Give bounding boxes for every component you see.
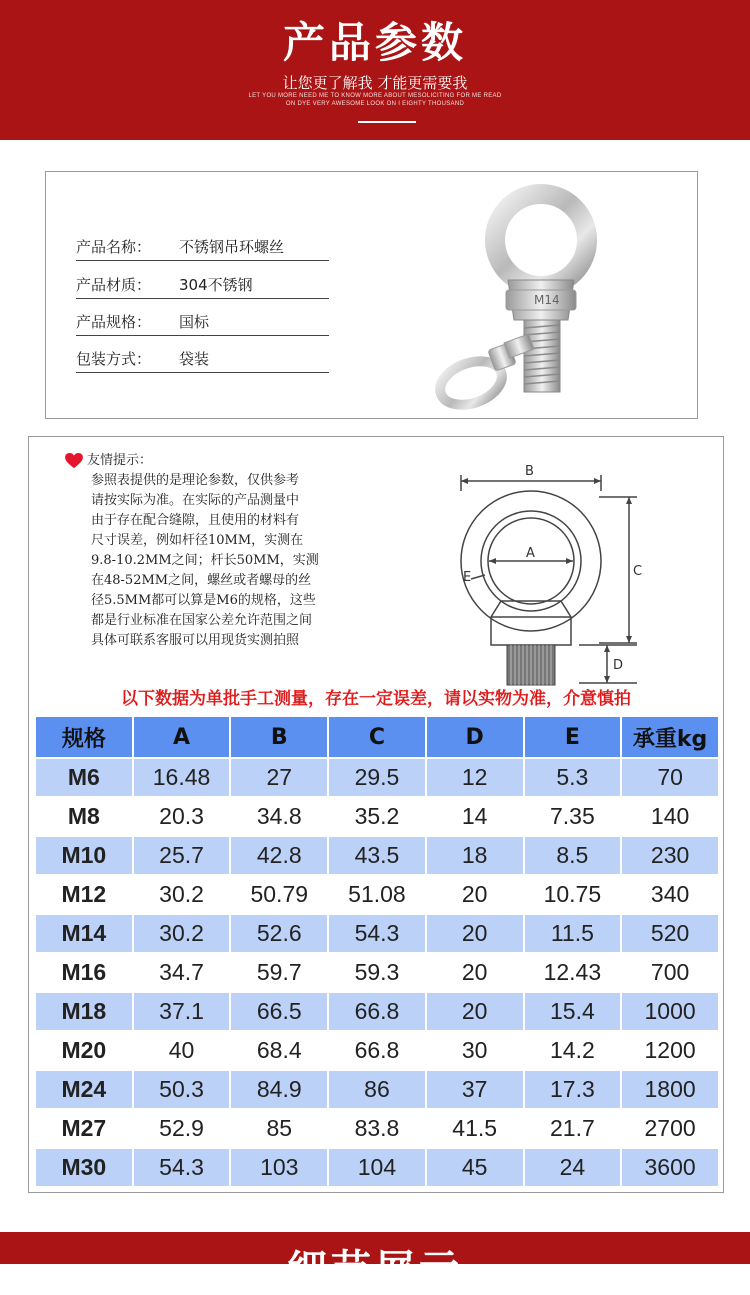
table-cell: 70 [622,759,718,798]
table-cell: 18 [427,837,523,876]
table-cell-size: M30 [36,1149,132,1188]
diagram-label-a: A [526,546,535,561]
table-row [36,759,718,798]
col-header-size: 规格 [36,717,132,759]
table-cell: 30.2 [134,876,230,915]
table-row [36,837,718,876]
table-row [36,915,718,954]
table-row [36,798,718,837]
table-cell: 14 [427,798,523,837]
diagram-label-b: B [525,464,534,479]
table-cell: 17.3 [525,1071,621,1110]
info-row-packaging: 包装方式： 袋装 [76,346,329,373]
table-cell: 66.5 [231,993,327,1032]
table-cell: 34.8 [231,798,327,837]
table-cell: 1000 [622,993,718,1032]
table-cell: 10.75 [525,876,621,915]
table-row [36,1149,718,1188]
table-cell: 30.2 [134,915,230,954]
table-cell-size: M12 [36,876,132,915]
col-header-b: B [231,717,327,759]
table-row [36,1110,718,1149]
table-cell: 59.3 [329,954,425,993]
table-row [36,1071,718,1110]
table-cell-size: M16 [36,954,132,993]
friendly-tips [61,451,361,651]
table-cell: 29.5 [329,759,425,798]
table-cell: 66.8 [329,993,425,1032]
tips-title: 友情提示： [87,453,153,468]
col-header-a: A [134,717,230,759]
col-header-d: D [427,717,523,759]
table-cell-size: M18 [36,993,132,1032]
table-cell: 1200 [622,1032,718,1071]
table-cell: 41.5 [427,1110,523,1149]
table-cell: 103 [231,1149,327,1188]
table-cell: 35.2 [329,798,425,837]
table-cell: 51.08 [329,876,425,915]
diagram-label-c: C [633,564,643,579]
table-cell: 14.2 [525,1032,621,1071]
table-cell: 85 [231,1110,327,1149]
table-cell: 83.8 [329,1110,425,1149]
info-row-material: 产品材质： 304不锈钢 [76,272,329,299]
section-title: 产品参数 [282,18,467,67]
table-row [36,993,718,1032]
diagram-label-d: D [613,658,624,673]
section-english-caption: LET YOU MORE NEED ME TO KNOW MORE ABOUT MESOLICITING FOR ME READ ON DYE VERY AWESOME LOOK ON I EIGHTY THOUSAND [248,93,502,107]
table-cell-size: M27 [36,1110,132,1149]
product-info-box [45,171,698,419]
table-cell: 50.79 [231,876,327,915]
info-row-name: 产品名称： 不锈钢吊环螺丝 [76,234,329,261]
heart-icon [65,453,83,469]
dimension-diagram [449,451,649,687]
table-cell: 3600 [622,1149,718,1188]
table-cell: 140 [622,798,718,837]
table-cell: 84.9 [231,1071,327,1110]
table-cell: 104 [329,1149,425,1188]
table-cell-size: M24 [36,1071,132,1110]
table-cell: 30 [427,1032,523,1071]
table-cell: 12.43 [525,954,621,993]
tips-body: 参照表提供的是理论参数，仅供参考 请按实际为准。在实际的产品测量中 由于存在配合缝隙，且使用的材料有 尺寸误差，例如杆径10MM，实测在 9.8-10.2MM之间；杆长50MM，实测 在48-52MM之间，螺丝或者螺母的丝 径5.5MM都可以算是M6的规格，这些 都是行业标准在国家公差允许范围之间 具体可联系客服可以用现货实测拍照 [91,473,319,648]
table-row [36,876,718,915]
table-cell: 21.7 [525,1110,621,1149]
table-cell: 86 [329,1071,425,1110]
bolt-marking: M14 [534,293,560,307]
table-cell: 8.5 [525,837,621,876]
table-header-row [36,717,718,759]
table-cell: 520 [622,915,718,954]
table-cell: 12 [427,759,523,798]
col-header-e: E [525,717,621,759]
table-cell: 340 [622,876,718,915]
table-cell: 37 [427,1071,523,1110]
col-header-c: C [329,717,425,759]
table-cell: 5.3 [525,759,621,798]
table-cell: 59.7 [231,954,327,993]
table-cell: 54.3 [134,1149,230,1188]
table-cell: 66.8 [329,1032,425,1071]
table-cell: 230 [622,837,718,876]
eye-bolt-photo [436,178,636,414]
info-row-spec: 产品规格： 国标 [76,309,329,336]
table-cell: 24 [525,1149,621,1188]
table-cell: 34.7 [134,954,230,993]
table-cell-size: M6 [36,759,132,798]
table-cell-size: M8 [36,798,132,837]
table-cell-size: M14 [36,915,132,954]
table-cell: 11.5 [525,915,621,954]
header-divider [358,121,416,123]
table-cell: 52.6 [231,915,327,954]
next-section-title: 细节展示 [287,1247,463,1293]
next-section-header [0,1232,750,1293]
spec-table [34,717,720,1188]
table-cell: 50.3 [134,1071,230,1110]
table-cell: 2700 [622,1110,718,1149]
section-header [0,0,750,140]
table-cell: 43.5 [329,837,425,876]
table-cell: 20 [427,876,523,915]
spec-box [28,436,724,1193]
table-row [36,954,718,993]
table-cell: 45 [427,1149,523,1188]
table-cell: 40 [134,1032,230,1071]
table-cell: 42.8 [231,837,327,876]
table-cell: 20 [427,993,523,1032]
col-header-load: 承重kg [622,717,718,759]
table-cell-size: M20 [36,1032,132,1071]
table-cell: 20.3 [134,798,230,837]
table-cell: 37.1 [134,993,230,1032]
table-cell: 1800 [622,1071,718,1110]
section-subtitle: 让您更了解我 才能更需要我 [282,74,468,92]
table-cell: 25.7 [134,837,230,876]
table-cell: 16.48 [134,759,230,798]
table-cell-size: M10 [36,837,132,876]
table-cell: 52.9 [134,1110,230,1149]
table-cell: 15.4 [525,993,621,1032]
table-row [36,1032,718,1071]
table-cell: 54.3 [329,915,425,954]
table-cell: 20 [427,954,523,993]
table-cell: 68.4 [231,1032,327,1071]
table-cell: 700 [622,954,718,993]
table-cell: 7.35 [525,798,621,837]
measurement-warning: 以下数据为单批手工测量，存在一定误差，请以实物为准，介意慎拍 [121,689,631,709]
table-cell: 20 [427,915,523,954]
diagram-label-e: E [463,570,472,585]
spec-table-body [36,759,718,1188]
table-cell: 27 [231,759,327,798]
